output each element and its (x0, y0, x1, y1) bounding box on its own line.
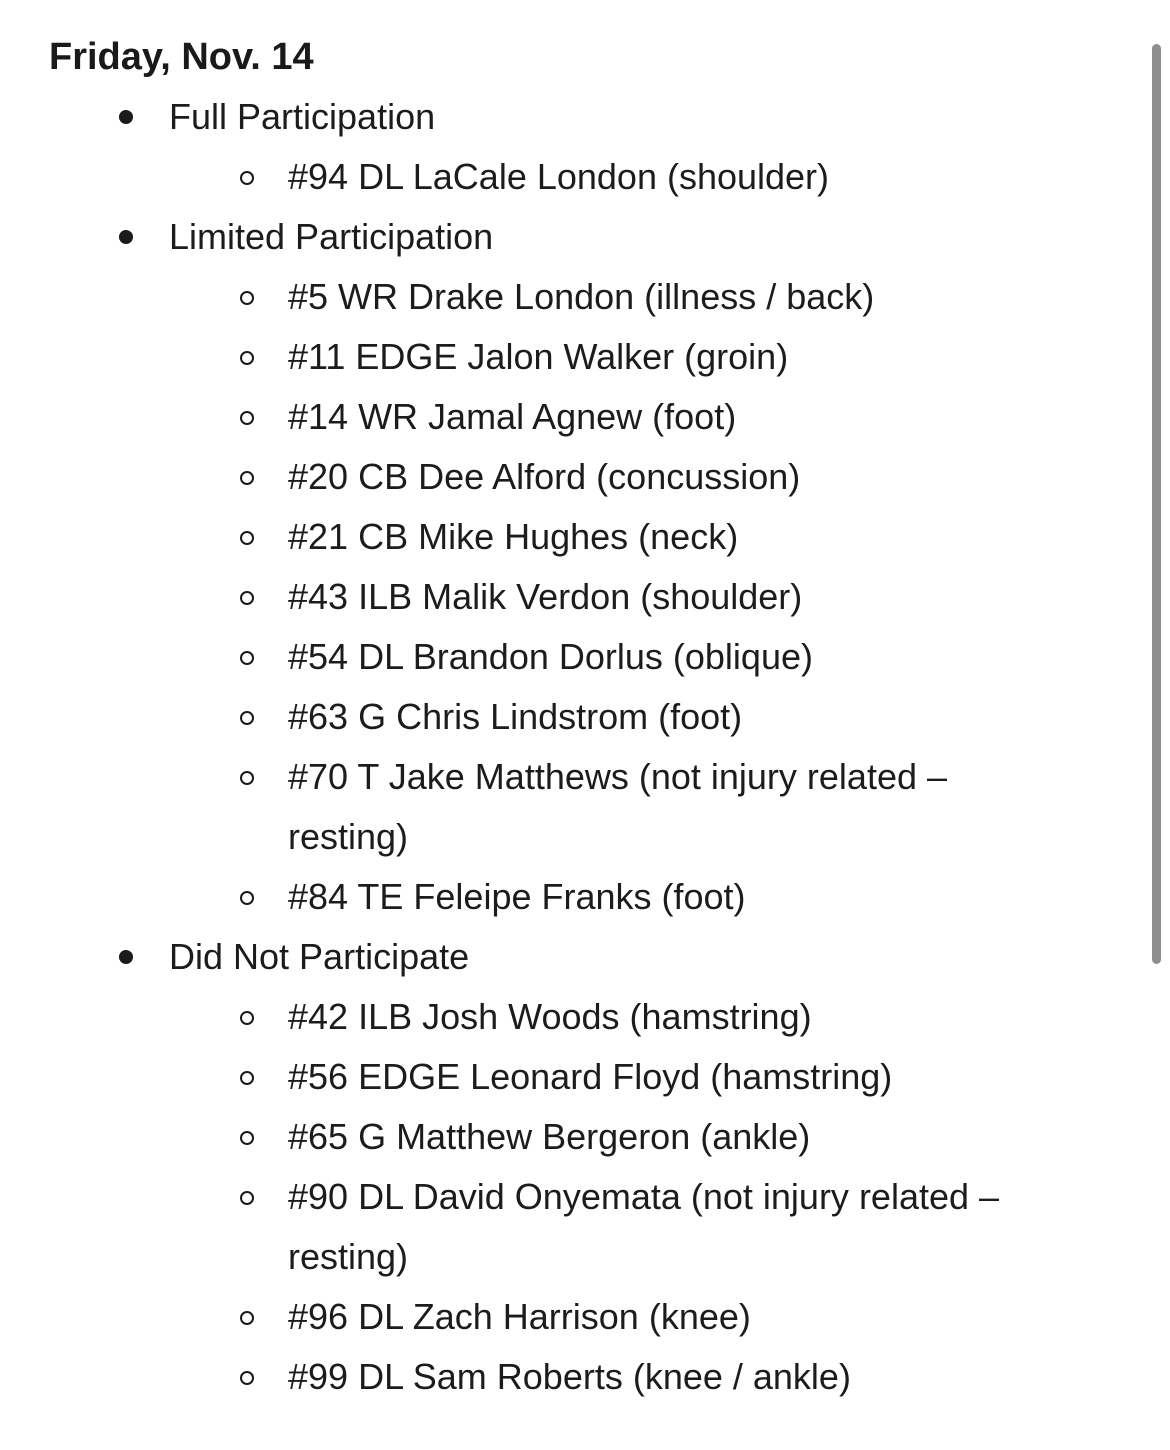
bullet-circle-icon (240, 651, 254, 665)
scrollbar-thumb[interactable] (1152, 44, 1161, 964)
category-row (0, 207, 1140, 267)
category-did-not-participate (0, 927, 1140, 1407)
category-full-participation (0, 87, 1140, 207)
player-text: #96 DL Zach Harrison (knee) (288, 1296, 751, 1337)
bullet-circle-icon (240, 891, 254, 905)
participation-list (0, 87, 1140, 1407)
category-label: Full Participation (169, 96, 436, 137)
bullet-circle-icon (240, 1191, 254, 1205)
bullet-circle-icon (240, 1011, 254, 1025)
player-text: #43 ILB Malik Verdon (shoulder) (288, 576, 803, 617)
day-heading: Friday, Nov. 14 (49, 36, 314, 78)
player-text: #94 DL LaCale London (shoulder) (288, 156, 830, 197)
player-text: #56 EDGE Leonard Floyd (hamstring) (288, 1056, 893, 1097)
bullet-disc-icon (119, 950, 133, 964)
bullet-circle-icon (240, 1131, 254, 1145)
player-text: #20 CB Dee Alford (concussion) (288, 456, 801, 497)
player-item (0, 147, 1140, 207)
bullet-circle-icon (240, 1311, 254, 1325)
bullet-circle-icon (240, 471, 254, 485)
player-text: #14 WR Jamal Agnew (foot) (288, 396, 737, 437)
player-list (0, 267, 1140, 927)
player-item (0, 447, 1140, 507)
player-text: #11 EDGE Jalon Walker (groin) (288, 336, 789, 377)
category-label: Limited Participation (169, 216, 494, 257)
player-item (0, 567, 1140, 627)
player-item (0, 1287, 1140, 1347)
bullet-circle-icon (240, 411, 254, 425)
player-item (0, 387, 1140, 447)
player-item (0, 1347, 1140, 1407)
player-text: #99 DL Sam Roberts (knee / ankle) (288, 1356, 851, 1397)
player-text: #21 CB Mike Hughes (neck) (288, 516, 739, 557)
player-text: #63 G Chris Lindstrom (foot) (288, 696, 743, 737)
bullet-circle-icon (240, 171, 254, 185)
bullet-circle-icon (240, 531, 254, 545)
category-row (0, 927, 1140, 987)
player-item (0, 747, 1140, 867)
bullet-circle-icon (240, 351, 254, 365)
player-text: #84 TE Feleipe Franks (foot) (288, 876, 746, 917)
category-label: Did Not Participate (169, 936, 470, 977)
player-text: #65 G Matthew Bergeron (ankle) (288, 1116, 811, 1157)
bullet-circle-icon (240, 291, 254, 305)
player-item (0, 267, 1140, 327)
player-item (0, 1047, 1140, 1107)
bullet-disc-icon (119, 230, 133, 244)
player-text: #42 ILB Josh Woods (hamstring) (288, 996, 812, 1037)
player-item (0, 1167, 1140, 1287)
player-text: #54 DL Brandon Dorlus (oblique) (288, 636, 813, 677)
bullet-disc-icon (119, 110, 133, 124)
player-item (0, 687, 1140, 747)
player-item (0, 1107, 1140, 1167)
player-text: #5 WR Drake London (illness / back) (288, 276, 875, 317)
bullet-circle-icon (240, 711, 254, 725)
player-item (0, 507, 1140, 567)
player-list (0, 147, 1140, 207)
player-text: #90 DL David Onyemata (not injury related – resting) (288, 1176, 1000, 1277)
bullet-circle-icon (240, 771, 254, 785)
bullet-circle-icon (240, 591, 254, 605)
category-row (0, 87, 1140, 147)
player-item (0, 627, 1140, 687)
player-text: #70 T Jake Matthews (not injury related – resting) (288, 756, 948, 857)
player-item (0, 987, 1140, 1047)
player-list (0, 987, 1140, 1407)
player-item (0, 327, 1140, 387)
bullet-circle-icon (240, 1371, 254, 1385)
category-limited-participation (0, 207, 1140, 927)
player-item (0, 867, 1140, 927)
bullet-circle-icon (240, 1071, 254, 1085)
